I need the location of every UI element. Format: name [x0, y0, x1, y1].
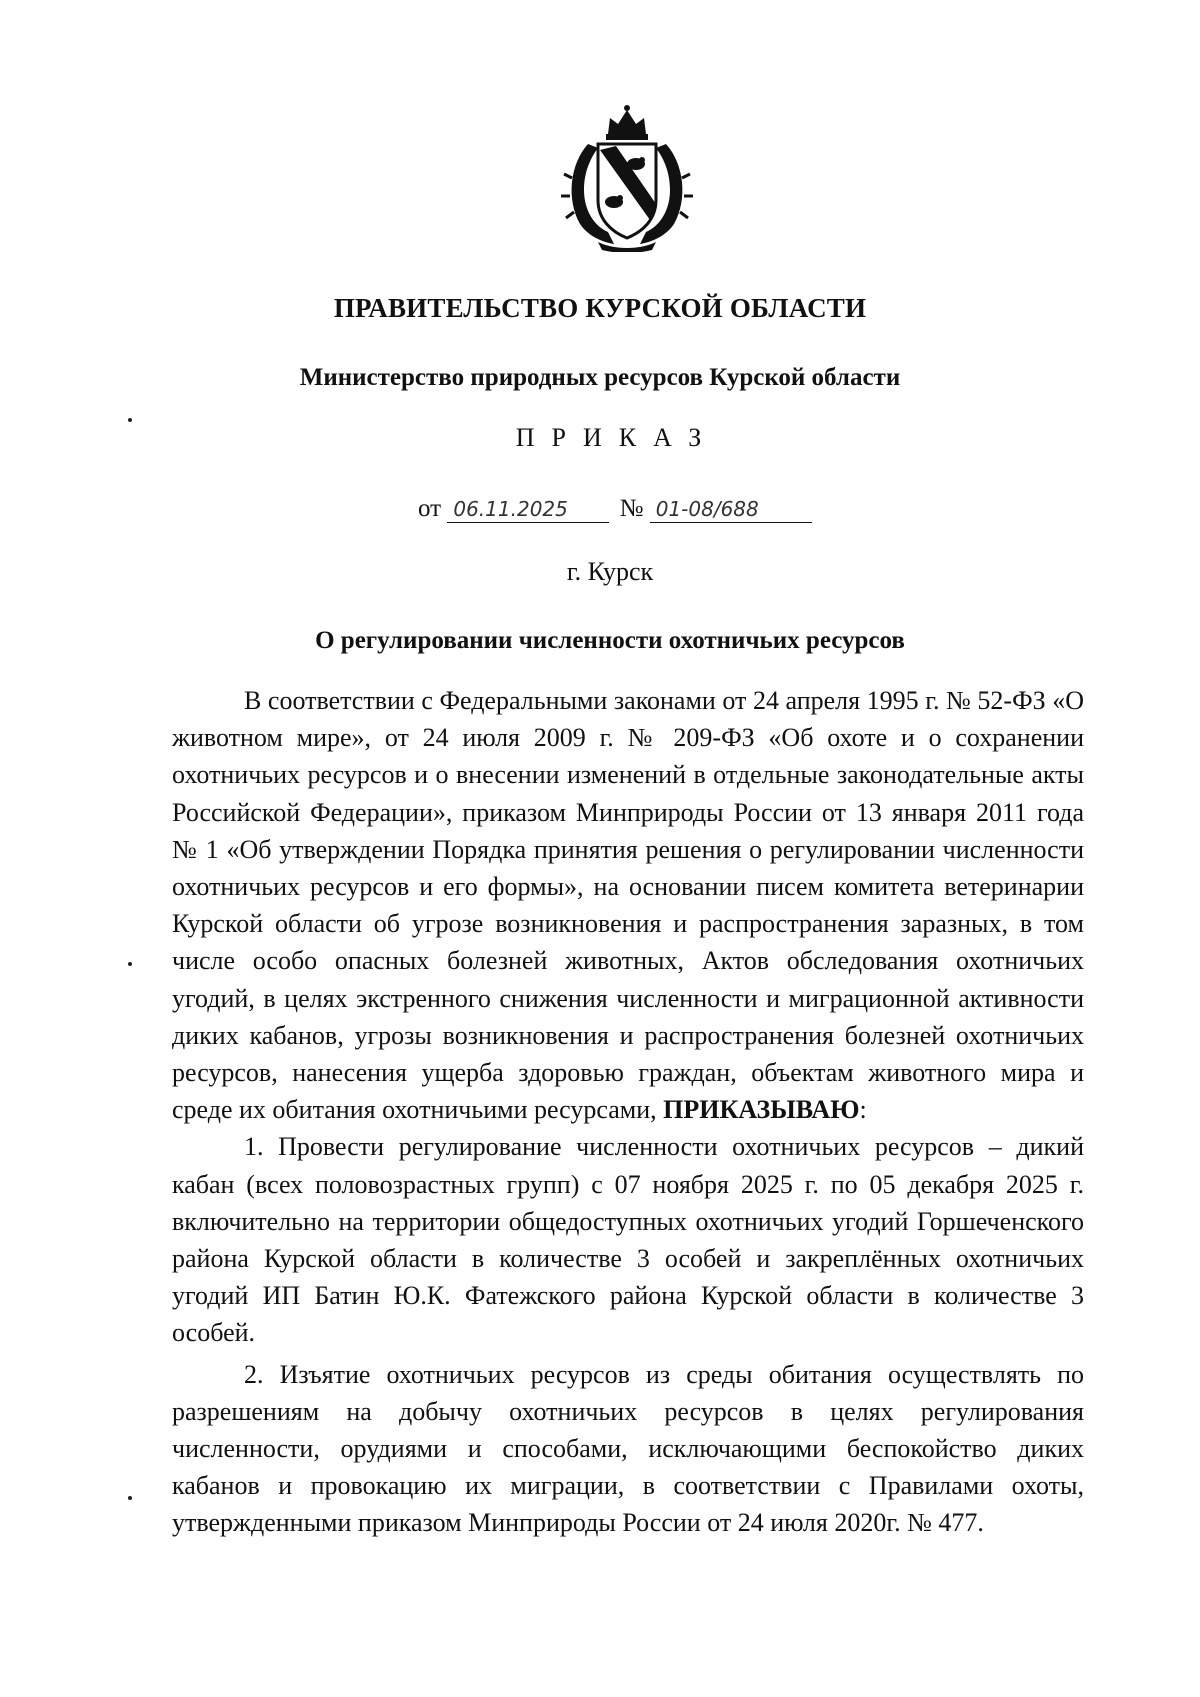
order-word: ПРИКАЗЫВАЮ [663, 1095, 860, 1125]
scan-speck [128, 1496, 132, 1500]
city: г. Курск [566, 557, 654, 586]
document-type: ПРИКАЗ [515, 423, 719, 452]
document-body [172, 682, 1084, 1542]
dateline [418, 495, 812, 523]
order-item-2: 2. Изъятие охотничьих ресурсов из среды обитания осуществлять по разрешениям на добычу охотничьих ресурсов в целях регулирования численности, орудиями и способами, исключающими беспокойство диких кабанов и провокацию их миграции, в соответствии с Правилами охоты, утвержденными приказом Минприроды России от 24 июля 2020г. № 477. [172, 1359, 1084, 1538]
government-title: ПРАВИТЕЛЬСТВО КУРСКОЙ ОБЛАСТИ [333, 293, 867, 323]
date-field: 06.11.2025 [447, 496, 609, 523]
order-item-1: 1. Провести регулирование численности охотничьих ресурсов – дикий кабан (всех половозрастных групп) с 07 ноября 2025 г. по 05 декабря 2025 г. включительно на территории общедоступных охотничьих угодий Горшеченского района Курской области в количестве 3 особей и закреплённых охотничьих угодий ИП Батин Ю.К. Фатежского района Курской области в количестве 3 особей. [172, 1132, 1084, 1348]
subject-title: О регулировании численности охотничьих ресурсов [315, 627, 905, 654]
scan-speck [128, 418, 132, 422]
scan-speck [128, 962, 132, 966]
order-colon: : [859, 1095, 867, 1125]
ministry-title: Министерство природных ресурсов Курской области [299, 364, 901, 391]
number-label: № [619, 495, 644, 522]
preamble-paragraph [172, 682, 1084, 1128]
number-field: 01-08/688 [650, 496, 812, 523]
kursk-coat-of-arms-icon [558, 104, 696, 252]
preamble-text: В соответствии с Федеральными законами от 24 апреля 1995 г. № 52-ФЗ «О животном мире», от 24 июля 2009 г. № 209-ФЗ «Об охоте и о сохранении охотничьих ресурсов и о внесении изменений в отдельные законодательные акты Российской Федерации», приказом Минприроды России от 13 января 2011 года № 1 «Об утверждении Порядка принятия решения о регулировании численности охотничьих ресурсов и его формы», на основании писем комитета ветеринарии Курской области об угрозе возникновения и распространения заразных, в том числе особо опасных болезней животных, Актов обследования охотничьих угодий, в целях экстренного снижения численности и миграционной активности диких кабанов, угрозы возникновения и распространения болезней охотничьих ресурсов, нанесения ущерба здоровью граждан, объектам животного мира и среде их обитания охотничьими ресурсами, [172, 686, 1084, 1125]
date-label: от [418, 495, 442, 522]
